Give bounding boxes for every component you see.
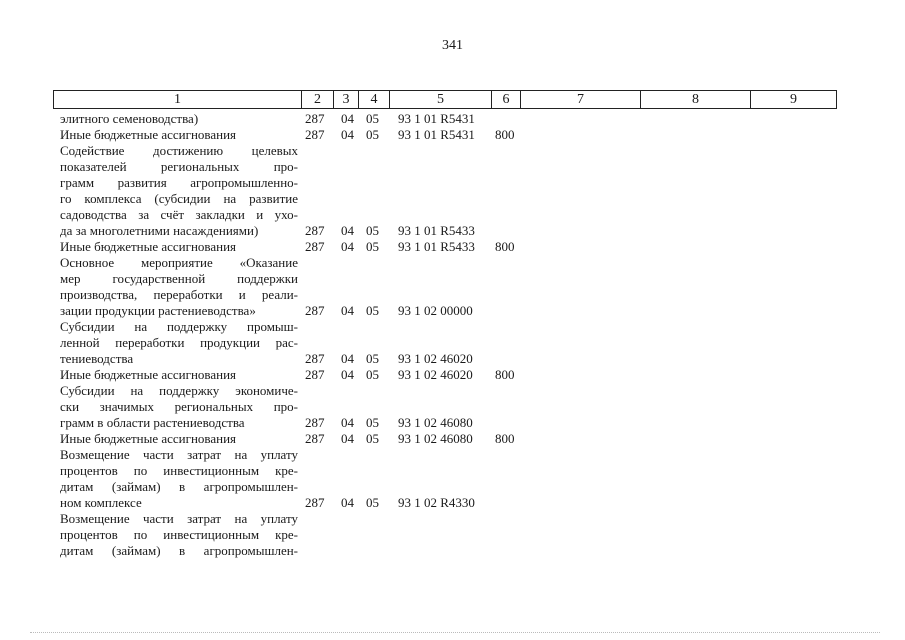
header-col-5: 5 [389,90,491,109]
cell-c5: 93 1 01 R5431 [398,111,475,126]
cell-c5: 93 1 01 R5431 [398,127,475,142]
cell-c4: 05 [366,239,379,254]
cell-c4: 05 [366,367,379,382]
cell-c3: 04 [341,127,354,142]
row-description: показателей региональных про- [60,159,298,174]
row-description: тениеводства [60,351,134,366]
cell-c2: 287 [305,431,325,446]
cell-c3: 04 [341,223,354,238]
row-description: Иные бюджетные ассигнования [60,367,237,382]
cell-c2: 287 [305,127,325,142]
cell-c5: 93 1 02 00000 [398,303,473,318]
row-description: Иные бюджетные ассигнования [60,431,237,446]
cell-c6: 800 [495,431,515,446]
row-description: Основное мероприятие «Оказание [60,255,298,270]
row-description: грамм развития агропромышленно- [60,175,298,190]
cell-c3: 04 [341,367,354,382]
cell-c4: 05 [366,303,379,318]
row-description: да за многолетними насаждениями) [60,223,259,238]
cell-c4: 05 [366,223,379,238]
row-description: Субсидии на поддержку экономиче- [60,383,298,398]
cell-c5: 93 1 02 R4330 [398,495,475,510]
row-description: Иные бюджетные ассигнования [60,239,237,254]
cell-c3: 04 [341,111,354,126]
cell-c2: 287 [305,111,325,126]
cell-c5: 93 1 02 46080 [398,431,473,446]
row-description: Возмещение части затрат на уплату [60,447,298,462]
cell-c2: 287 [305,415,325,430]
row-description: ном комплексе [60,495,142,510]
cell-c5: 93 1 02 46020 [398,367,473,382]
header-col-3: 3 [333,90,358,109]
row-description: зации продукции растениеводства» [60,303,256,318]
header-col-7: 7 [520,90,640,109]
row-description: Содействие достижению целевых [60,143,298,158]
cell-c5: 93 1 01 R5433 [398,239,475,254]
cell-c3: 04 [341,351,354,366]
header-col-9: 9 [750,90,837,109]
row-description: грамм в области растениеводства [60,415,245,430]
cell-c4: 05 [366,111,379,126]
cell-c4: 05 [366,415,379,430]
cell-c5: 93 1 01 R5433 [398,223,475,238]
cell-c4: 05 [366,351,379,366]
cell-c3: 04 [341,303,354,318]
cell-c3: 04 [341,431,354,446]
cell-c6: 800 [495,367,515,382]
header-col-1: 1 [53,90,301,109]
header-col-4: 4 [358,90,389,109]
cell-c3: 04 [341,415,354,430]
row-description: Иные бюджетные ассигнования [60,127,237,142]
row-description: го комплекса (субсидии на развитие [60,191,298,206]
row-description: Возмещение части затрат на уплату [60,511,298,526]
header-col-8: 8 [640,90,750,109]
row-description: процентов по инвестиционным кре- [60,527,298,542]
cell-c2: 287 [305,223,325,238]
cell-c4: 05 [366,127,379,142]
cell-c4: 05 [366,431,379,446]
cell-c4: 05 [366,495,379,510]
header-col-6: 6 [491,90,520,109]
row-description: ленной переработки продукции рас- [60,335,298,350]
row-description: садоводства за счёт закладки и ухо- [60,207,298,222]
cell-c6: 800 [495,127,515,142]
row-description: элитного семеноводства) [60,111,199,126]
cell-c2: 287 [305,239,325,254]
scan-edge-line [30,632,880,633]
row-description: дитам (займам) в агропромышлен- [60,479,298,494]
cell-c2: 287 [305,303,325,318]
cell-c6: 800 [495,239,515,254]
row-description: производства, переработки и реали- [60,287,298,302]
cell-c2: 287 [305,495,325,510]
row-description: процентов по инвестиционным кре- [60,463,298,478]
row-description: дитам (займам) в агропромышлен- [60,543,298,558]
header-col-2: 2 [301,90,333,109]
cell-c2: 287 [305,367,325,382]
cell-c5: 93 1 02 46020 [398,351,473,366]
row-description: мер государственной поддержки [60,271,298,286]
cell-c3: 04 [341,239,354,254]
cell-c2: 287 [305,351,325,366]
cell-c5: 93 1 02 46080 [398,415,473,430]
page-number: 341 [442,38,463,53]
cell-c3: 04 [341,495,354,510]
row-description: ски значимых региональных про- [60,399,298,414]
row-description: Субсидии на поддержку промыш- [60,319,298,334]
